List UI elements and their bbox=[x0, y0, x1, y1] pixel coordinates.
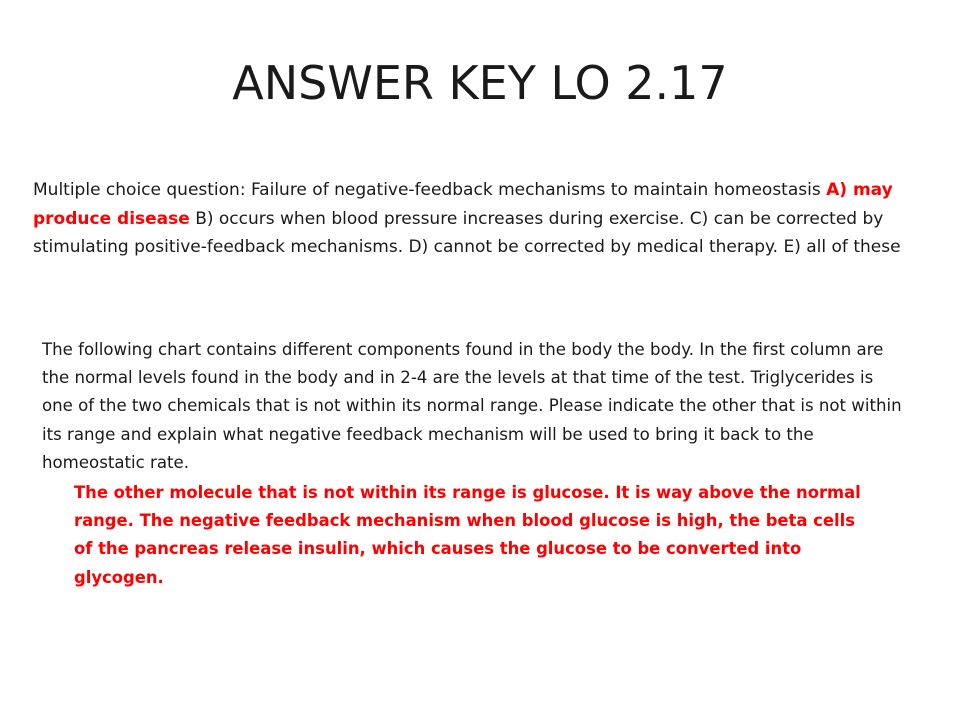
question-intro: Multiple choice question: Failure of negative-feedback mechanisms to maintain homeostasis bbox=[33, 180, 827, 200]
correct-option: A) may produce disease bbox=[33, 180, 893, 229]
question-remaining-options: B) occurs when blood pressure increases during exercise. C) can be corrected by stimulating positive-feedback mechanisms. D) cannot be corrected by medical therapy. E) all of these bbox=[33, 208, 901, 257]
answer-text: The other molecule that is not within its range is glucose. It is way above the normal range. The negative feedback mechanism when blood glucose is high, the beta cells of the pancreas release insulin, which causes the glucose to be converted into glycogen. bbox=[74, 483, 861, 587]
chart-question: The following chart contains different components found in the body the body. In the first column are the normal levels found in the body and in 2-4 are the levels at that time of the test. Triglycerides is one of the two chemicals that is not within its normal range. Please indicate the other that is not within its range and explain what negative feedback mechanism will be used to bring it back to the homeostatic rate. bbox=[42, 340, 902, 472]
slide-title: ANSWER KEY LO 2.17 bbox=[232, 56, 728, 110]
multiple-choice-question bbox=[33, 176, 913, 262]
